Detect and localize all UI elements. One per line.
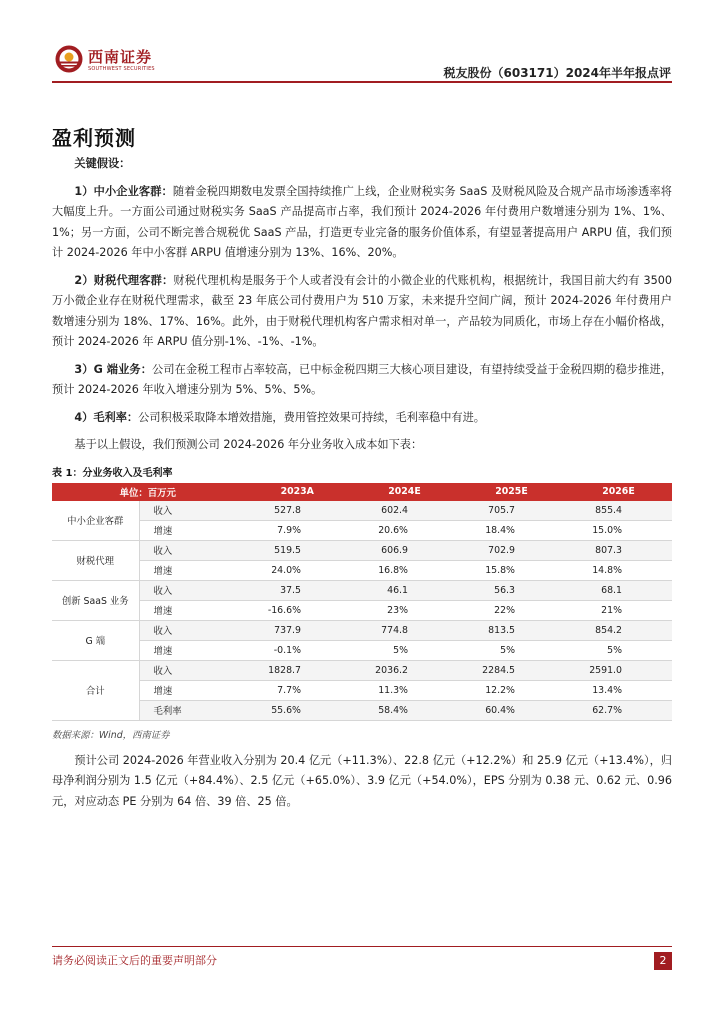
value-cell: 2036.2 [351,660,458,680]
table-title: 表 1：分业务收入及毛利率 [52,467,173,479]
value-cell: 46.1 [351,580,458,600]
table-row [52,501,672,521]
metric-label-cell: 收入 [139,620,244,640]
logo-emblem-icon [54,44,84,74]
value-cell: 23% [351,600,458,620]
value-cell: 18.4% [458,520,565,540]
segment-name-cell: G 端 [52,620,139,660]
footer-divider [52,946,672,947]
value-cell: 774.8 [351,620,458,640]
value-cell: 813.5 [458,620,565,640]
value-cell: 13.4% [565,680,672,700]
year-header: 2025E [458,483,565,501]
assumption-4-label: 4）毛利率： [74,410,139,424]
value-cell: 702.9 [458,540,565,560]
value-cell: -0.1% [244,640,351,660]
unit-header: 单位：百万元 [52,483,244,501]
segment-name-cell: 创新 SaaS 业务 [52,580,139,620]
page-header [0,0,724,86]
assumption-3-label: 3）G 端业务： [74,362,153,376]
page-number: 2 [654,952,672,970]
value-cell: 21% [565,600,672,620]
value-cell: 11.3% [351,680,458,700]
value-cell: 15.0% [565,520,672,540]
main-content [52,154,672,819]
value-cell: 807.3 [565,540,672,560]
value-cell: 12.2% [458,680,565,700]
assumption-paragraph-2: 2）财税代理客群：财税代理机构是服务于个人或者没有会计的小微企业的代账机构，根据统计，我国目前大约有 3500 万小微企业存在财税代理需求，截至 23 年底公司付费用户为 510 万家，未来提升空间广阔，预计 2024-2026 年付费用户数增速分别为 18%、17%、16%。此外，由于财税代理机构客户需求相对单一，产品较为同质化，市场上存在小幅价格战，预计 2024-2026 年 ARPU 值分别-1%、-1%、-1%。 [52,273,672,348]
logo-text-cn: 西南证券 [88,48,153,66]
logo-text-en: SOUTHWEST SECURITIES [88,66,155,72]
value-cell: 519.5 [244,540,351,560]
table-row [52,700,672,720]
value-cell: 68.1 [565,580,672,600]
assumption-2-label: 2）财税代理客群： [74,273,174,287]
table-row [52,580,672,600]
year-header: 2023A [244,483,351,501]
forecast-summary-paragraph: 预计公司 2024-2026 年营业收入分别为 20.4 亿元（+11.3%）、22.8 亿元（+12.2%）和 25.9 亿元（+13.4%），归母净利润分别为 1.5 亿元（+84.4%）、2.5 亿元（+65.0%）、3.9 亿元（+54.0%），EPS 分别为 0.38 元、0.62 元、0.96 元，对应动态 PE 分别为 64 倍、39 倍、25 倍。 [52,753,672,808]
value-cell: 24.0% [244,560,351,580]
value-cell: 22% [458,600,565,620]
value-cell: 855.4 [565,501,672,521]
segment-name-cell: 财税代理 [52,540,139,580]
revenue-table [52,483,672,721]
value-cell: 60.4% [458,700,565,720]
metric-label-cell: 增速 [139,680,244,700]
metric-label-cell: 增速 [139,520,244,540]
segment-name-cell: 中小企业客群 [52,501,139,541]
value-cell: 5% [565,640,672,660]
table-row [52,640,672,660]
table-body [52,501,672,721]
assumption-paragraph-4: 4）毛利率：公司积极采取降本增效措施，费用管控效果可持续，毛利率稳中有进。 [74,410,485,424]
table-row [52,620,672,640]
segment-name-cell: 合计 [52,660,139,720]
table-row [52,660,672,680]
value-cell: 705.7 [458,501,565,521]
assumption-1-label: 1）中小企业客群： [74,184,173,198]
value-cell: -16.6% [244,600,351,620]
metric-label-cell: 增速 [139,600,244,620]
value-cell: 5% [458,640,565,660]
table-row [52,560,672,580]
assumption-paragraph-1: 1）中小企业客群：随着金税四期数电发票全国持续推广上线，企业财税实务 SaaS 及财税风险及合规产品市场渗透率将大幅度上升。一方面公司通过财税实务 SaaS 产品提高市占率，我们预计 2024-2026 年付费用户数增速分别为 1%、1%、1%；另一方面，公司不断完善合规税优 SaaS 产品，打造更专业完备的服务价值体系，有望显著提高用户 ARPU 值，我们预计 2024-2026 年中小客群 ARPU 值增速分别为 13%、16%、20%。 [52,184,672,259]
metric-label-cell: 收入 [139,501,244,521]
value-cell: 16.8% [351,560,458,580]
footer-disclaimer: 请务必阅读正文后的重要声明部分 [52,954,217,967]
value-cell: 7.9% [244,520,351,540]
value-cell: 56.3 [458,580,565,600]
section-title: 盈利预测 [52,126,136,150]
value-cell: 62.7% [565,700,672,720]
assumption-paragraph-3: 3）G 端业务：公司在金税工程市占率较高，已中标金税四期三大核心项目建设，有望持续受益于金税四期的稳步推进，预计 2024-2026 年收入增速分别为 5%、5%、5%。 [52,362,672,396]
value-cell: 737.9 [244,620,351,640]
table-intro-paragraph: 基于以上假设，我们预测公司 2024-2026 年分业务收入成本如下表： [74,438,423,451]
value-cell: 7.7% [244,680,351,700]
company-logo [54,44,194,74]
value-cell: 15.8% [458,560,565,580]
value-cell: 602.4 [351,501,458,521]
key-assumptions-label: 关键假设： [74,157,131,170]
value-cell: 854.2 [565,620,672,640]
metric-label-cell: 增速 [139,560,244,580]
metric-label-cell: 收入 [139,540,244,560]
table-header-row [52,483,672,501]
metric-label-cell: 毛利率 [139,700,244,720]
value-cell: 20.6% [351,520,458,540]
table-row [52,540,672,560]
report-title: 税友股份（603171）2024年半年报点评 [443,66,671,80]
value-cell: 55.6% [244,700,351,720]
value-cell: 1828.7 [244,660,351,680]
metric-label-cell: 收入 [139,660,244,680]
table-row [52,600,672,620]
value-cell: 606.9 [351,540,458,560]
metric-label-cell: 收入 [139,580,244,600]
value-cell: 37.5 [244,580,351,600]
year-header: 2024E [351,483,458,501]
table-row [52,680,672,700]
data-source: 数据来源：Wind，西南证券 [52,729,170,741]
value-cell: 58.4% [351,700,458,720]
value-cell: 2591.0 [565,660,672,680]
year-header: 2026E [565,483,672,501]
value-cell: 5% [351,640,458,660]
value-cell: 527.8 [244,501,351,521]
metric-label-cell: 增速 [139,640,244,660]
table-row [52,520,672,540]
value-cell: 14.8% [565,560,672,580]
value-cell: 2284.5 [458,660,565,680]
header-divider [52,81,672,83]
